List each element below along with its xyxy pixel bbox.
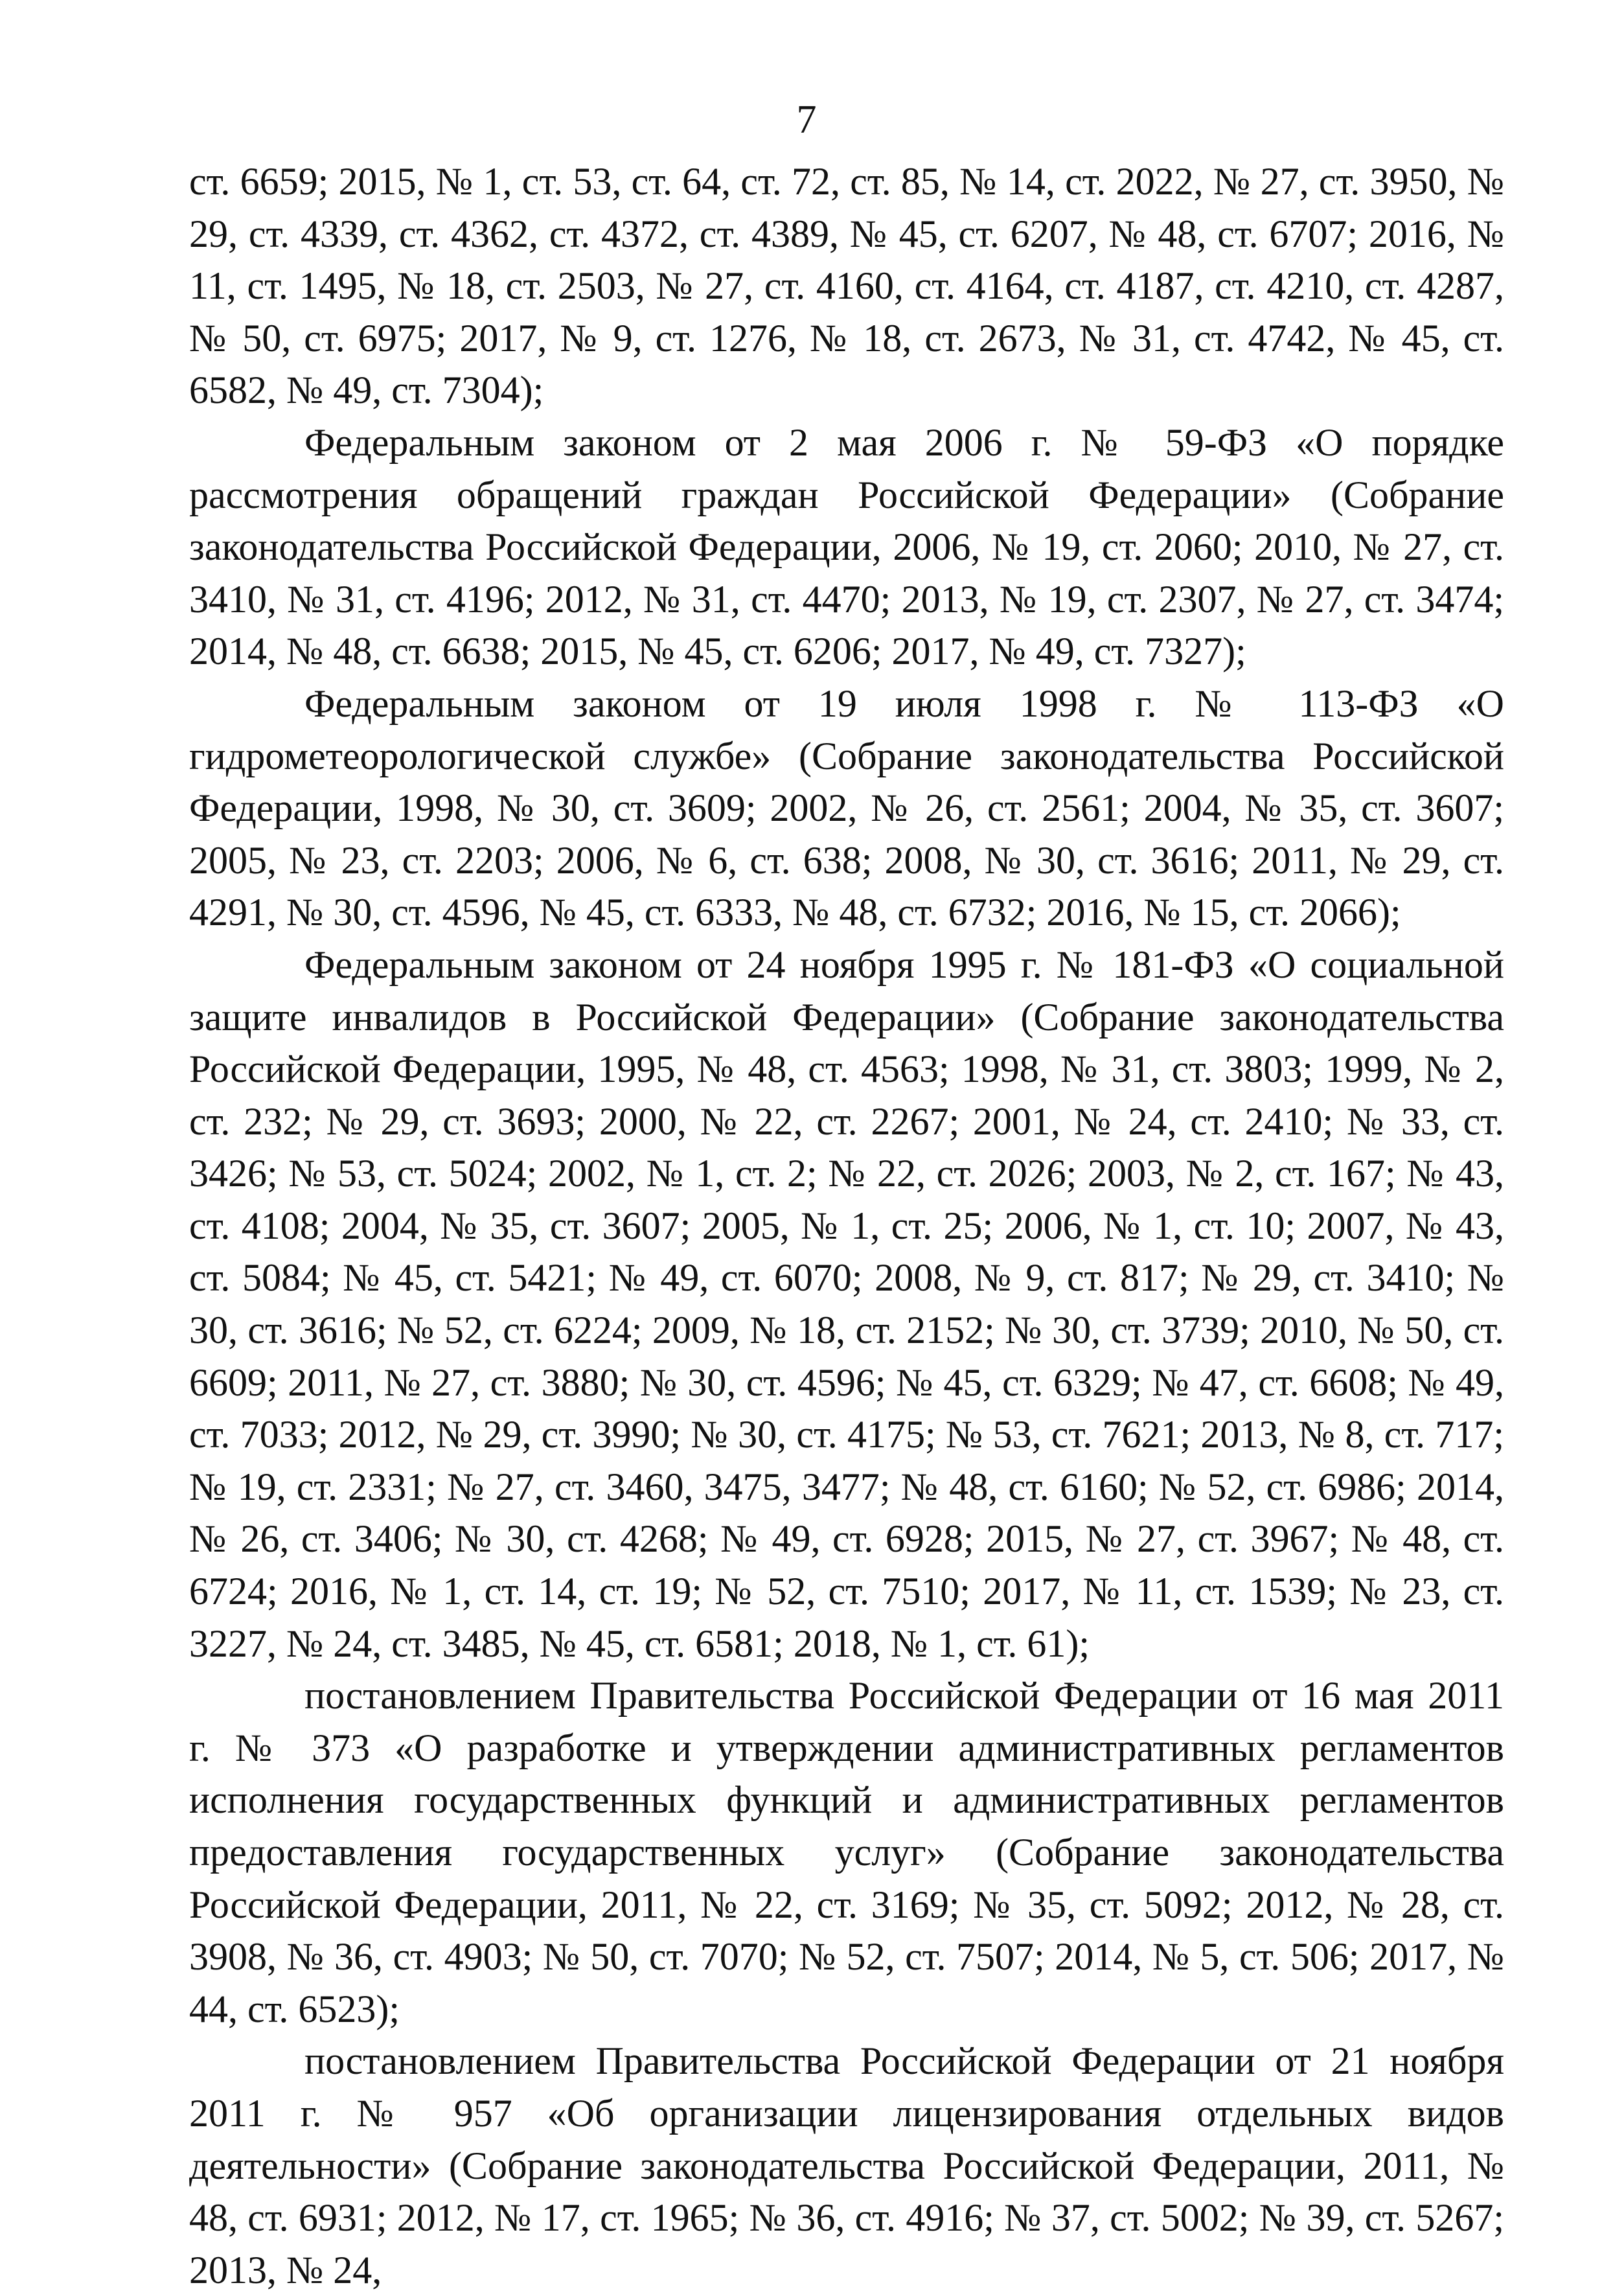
legal-reference-paragraph: ст. 6659; 2015, № 1, ст. 53, ст. 64, ст. 72, ст. 85, № 14, ст. 2022, № 27, ст. 3950, № 29, ст. 4339, ст. 4362, ст. 4372, ст. 4389, № 45, ст. 6207, № 48, ст. 6707; 2016, № 11, ст. 1495, № 18, ст. 2503, № 27, ст. 4160, ст. 4164, ст. 4187, ст. 4210, ст. 4287, № 50, ст. 6975; 2017, № 9, ст. 1276, № 18, ст. 2673, № 31, ст. 4742, № 45, ст. 6582, № 49, ст. 7304);: [189, 160, 1504, 412]
legal-reference-paragraph: Федеральным законом от 2 мая 2006 г. № 59-ФЗ «О порядке рассмотрения обращений граждан Российской Федерации» (Собрание законодательства Российской Федерации, 2006, № 19, ст. 2060; 2010, № 27, ст. 3410, № 31, ст. 4196; 2012, № 31, ст. 4470; 2013, № 19, ст. 2307, № 27, ст. 3474; 2014, № 48, ст. 6638; 2015, № 45, ст. 6206; 2017, № 49, ст. 7327);: [189, 420, 1504, 673]
page-number: 7: [796, 98, 817, 142]
legal-reference-paragraph: Федеральным законом от 24 ноября 1995 г. № 181-ФЗ «О социальной защите инвалидов в Российской Федерации» (Собрание законодательства Российской Федерации, 1995, № 48, ст. 4563; 1998, № 31, ст. 3803; 1999, № 2, ст. 232; № 29, ст. 3693; 2000, № 22, ст. 2267; 2001, № 24, ст. 2410; № 33, ст. 3426; № 53, ст. 5024; 2002, № 1, ст. 2; № 22, ст. 2026; 2003, № 2, ст. 167; № 43, ст. 4108; 2004, № 35, ст. 3607; 2005, № 1, ст. 25; 2006, № 1, ст. 10; 2007, № 43, ст. 5084; № 45, ст. 5421; № 49, ст. 6070; 2008, № 9, ст. 817; № 29, ст. 3410; № 30, ст. 3616; № 52, ст. 6224; 2009, № 18, ст. 2152; № 30, ст. 3739; 2010, № 50, ст. 6609; 2011, № 27, ст. 3880; № 30, ст. 4596; № 45, ст. 6329; № 47, ст. 6608; № 49, ст. 7033; 2012, № 29, ст. 3990; № 30, ст. 4175; № 53, ст. 7621; 2013, № 8, ст. 717; № 19, ст. 2331; № 27, ст. 3460, 3475, 3477; № 48, ст. 6160; № 52, ст. 6986; 2014, № 26, ст. 3406; № 30, ст. 4268; № 49, ст. 6928; 2015, № 27, ст. 3967; № 48, ст. 6724; 2016, № 1, ст. 14, ст. 19; № 52, ст. 7510; 2017, № 11, ст. 1539; № 23, ст. 3227, № 24, ст. 3485, № 45, ст. 6581; 2018, № 1, ст. 61);: [189, 943, 1504, 1665]
legal-reference-paragraph: постановлением Правительства Российской Федерации от 21 ноября 2011 г. № 957 «Об организации лицензирования отдельных видов деятельности» (Собрание законодательства Российской Федерации, 2011, № 48, ст. 6931; 2012, № 17, ст. 1965; № 36, ст. 4916; № 37, ст. 5002; № 39, ст. 5267; 2013, № 24,: [189, 2039, 1504, 2291]
document-body: [189, 155, 1504, 2296]
legal-reference-paragraph: Федеральным законом от 19 июля 1998 г. № 113-ФЗ «О гидрометеорологической службе» (Собрание законодательства Российской Федерации, 1998, № 30, ст. 3609; 2002, № 26, ст. 2561; 2004, № 35, ст. 3607; 2005, № 23, ст. 2203; 2006, № 6, ст. 638; 2008, № 30, ст. 3616; 2011, № 29, ст. 4291, № 30, ст. 4596, № 45, ст. 6333, № 48, ст. 6732; 2016, № 15, ст. 2066);: [189, 682, 1504, 934]
legal-reference-paragraph: постановлением Правительства Российской Федерации от 16 мая 2011 г. № 373 «О разработке и утверждении административных регламентов исполнения государственных функций и административных регламентов предоставления государственных услуг» (Собрание законодательства Российской Федерации, 2011, № 22, ст. 3169; № 35, ст. 5092; 2012, № 28, ст. 3908, № 36, ст. 4903; № 50, ст. 7070; № 52, ст. 7507; 2014, № 5, ст. 506; 2017, № 44, ст. 6523);: [189, 1674, 1504, 2030]
